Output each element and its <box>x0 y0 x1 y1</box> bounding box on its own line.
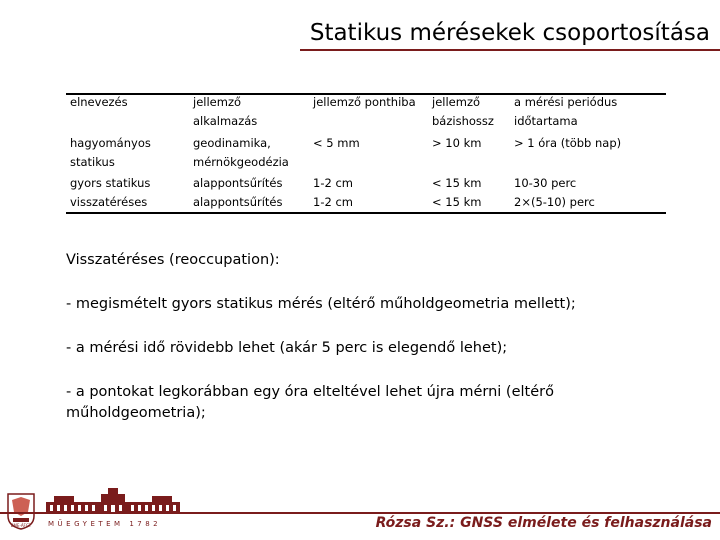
slide-title: Statikus mérésekek csoportosítása <box>309 20 710 46</box>
row3-period: 2×(5-10) perc <box>514 195 595 209</box>
row3-application: alappontsűrítés <box>193 195 283 209</box>
row1-point-error: < 5 mm <box>313 136 360 150</box>
bullet-item: - a pontokat legkorábban egy óra elteltével lehet újra mérni (eltérő műholdgeometria); <box>66 384 554 421</box>
row3-name: visszatéréses <box>70 195 148 209</box>
title-underline <box>300 49 720 51</box>
row1-application-l2: mérnökgeodézia <box>193 155 289 169</box>
footer-credit: Rózsa Sz.: GNSS elmélete és felhasználása <box>375 515 712 531</box>
row2-period: 10-30 perc <box>514 176 577 190</box>
table-bottom-rule <box>66 212 666 214</box>
university-label: MŰEGYETEM 1782 <box>48 520 162 528</box>
header-name: elnevezés <box>70 95 128 109</box>
header-point-error: jellemző ponthiba <box>313 95 416 109</box>
header-baseline-l2: bázishossz <box>432 114 494 128</box>
bullet-item: - megismételt gyors statikus mérés (eltérő műholdgeometria mellett); <box>66 296 576 312</box>
footer-rule <box>0 512 720 514</box>
header-period-l1: a mérési periódus <box>514 95 618 109</box>
row1-baseline: > 10 km <box>432 136 482 150</box>
header-period-l2: időtartama <box>514 114 578 128</box>
logo-text: BME-ÁFGT <box>10 523 32 528</box>
row3-point-error: 1-2 cm <box>313 195 353 209</box>
row1-application-l1: geodinamika, <box>193 136 271 150</box>
row1-name-l1: hagyományos <box>70 136 151 150</box>
row1-name-l2: statikus <box>70 155 115 169</box>
row2-name: gyors statikus <box>70 176 151 190</box>
bullet-item: - a mérési idő rövidebb lehet (akár 5 perc is elegendő lehet); <box>66 340 508 356</box>
row2-application: alappontsűrítés <box>193 176 283 190</box>
bme-afgt-logo <box>6 492 36 530</box>
row3-baseline: < 15 km <box>432 195 482 209</box>
header-application-l1: jellemző <box>193 95 242 109</box>
row2-point-error: 1-2 cm <box>313 176 353 190</box>
header-application-l2: alkalmazás <box>193 114 258 128</box>
section-heading: Visszatéréses (reoccupation): <box>66 252 280 268</box>
row2-baseline: < 15 km <box>432 176 482 190</box>
header-baseline-l1: jellemző <box>432 95 481 109</box>
row1-period: > 1 óra (több nap) <box>514 136 622 150</box>
